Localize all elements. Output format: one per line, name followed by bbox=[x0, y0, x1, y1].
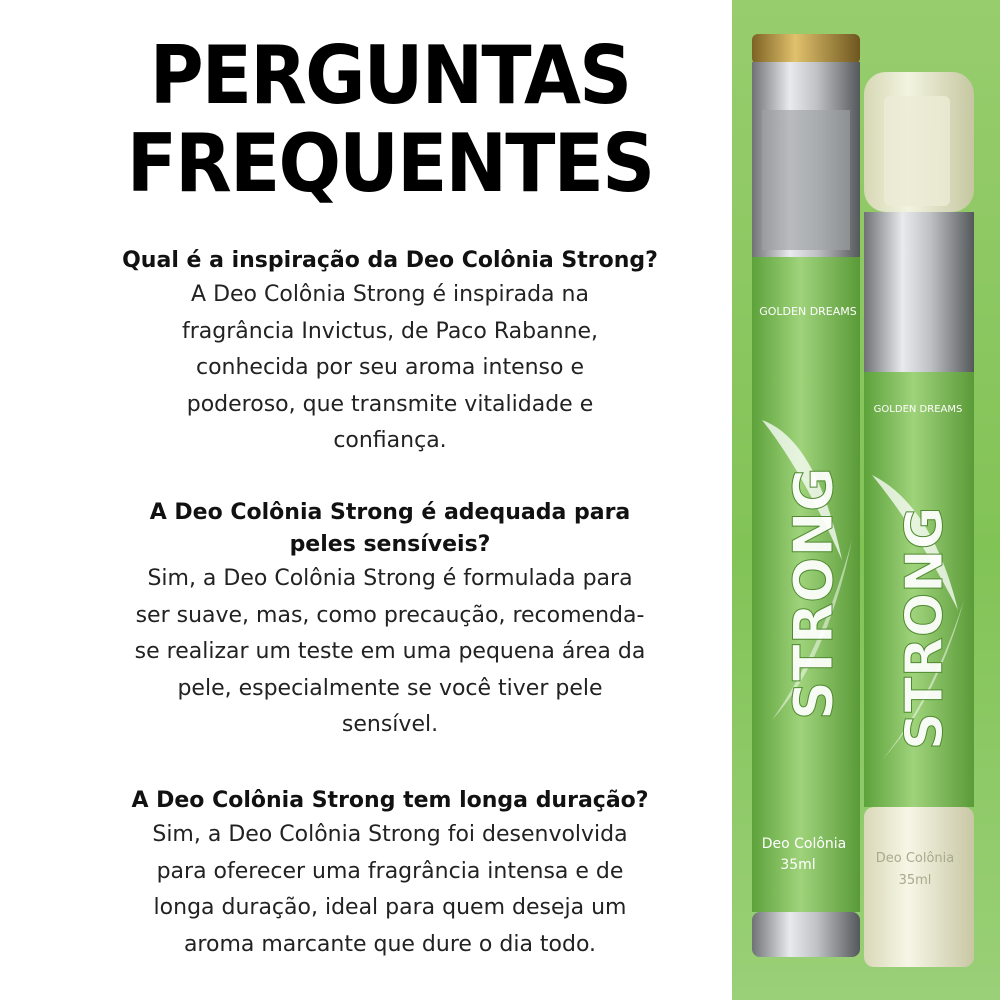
brand-text: GOLDEN DREAMS bbox=[759, 305, 857, 318]
faq-answer-line: pele, especialmente se você tiver pele bbox=[177, 675, 603, 701]
faq-question: Qual é a inspiração da Deo Colônia Strong? bbox=[122, 248, 658, 273]
volume-text: 35ml bbox=[780, 857, 816, 873]
faq-answer-line: aroma marcante que dure o dia todo. bbox=[183, 931, 597, 957]
faq-answer-line: confiança. bbox=[333, 428, 447, 453]
gold-cap bbox=[752, 34, 860, 64]
page-title-line-2: FREQUENTES bbox=[126, 117, 654, 210]
faq-question-line: A Deo Colônia Strong é adequada para bbox=[149, 500, 631, 525]
product-type-text: Deo Colônia bbox=[875, 851, 955, 866]
faq-question: A Deo Colônia Strong tem longa duração? bbox=[131, 788, 649, 813]
product-name-text: STRONG bbox=[895, 506, 955, 750]
product-bottles-image bbox=[732, 0, 1000, 1000]
volume-text: 35ml bbox=[898, 873, 932, 888]
faq-answer-line: poderoso, que transmite vitalidade e bbox=[186, 391, 594, 417]
faq-item-inspiration bbox=[95, 245, 685, 460]
faq-answer-line: sensível. bbox=[341, 712, 439, 737]
product-type-text: Deo Colônia bbox=[761, 836, 847, 852]
faq-answer-line: conhecida por seu aroma intenso e bbox=[195, 355, 585, 380]
page-title-line-1: PERGUNTAS bbox=[149, 29, 631, 122]
faq-answer-line: Sim, a Deo Colônia Strong é formulada para bbox=[147, 566, 633, 591]
faq-answer-line: se realizar um teste em uma pequena área da bbox=[134, 639, 646, 664]
faq-answer-line: ser suave, mas, como precaução, recomenda- bbox=[135, 602, 645, 628]
product-image-panel bbox=[732, 0, 1000, 1000]
bottle-left bbox=[752, 34, 860, 957]
product-name-text: STRONG bbox=[782, 467, 845, 720]
bottle-right bbox=[864, 72, 974, 967]
faq-item-sensitive-skin bbox=[95, 497, 685, 744]
faq-answer-line: A Deo Colônia Strong é inspirada na bbox=[191, 282, 589, 307]
faq-question-line: peles sensíveis? bbox=[289, 532, 491, 557]
silver-base bbox=[752, 912, 860, 957]
faq-item-duration bbox=[95, 785, 685, 963]
silver-sleeve bbox=[864, 212, 974, 372]
faq-answer-line: longa duração, ideal para quem deseja um bbox=[153, 895, 627, 920]
faq-answer-line: para oferecer uma fragrância intensa e de bbox=[156, 858, 624, 884]
faq-answer-line: fragrância Invictus, de Paco Rabanne, bbox=[181, 318, 598, 344]
faq-answer-line: Sim, a Deo Colônia Strong foi desenvolvida bbox=[152, 822, 628, 847]
brand-text: GOLDEN DREAMS bbox=[873, 404, 963, 415]
